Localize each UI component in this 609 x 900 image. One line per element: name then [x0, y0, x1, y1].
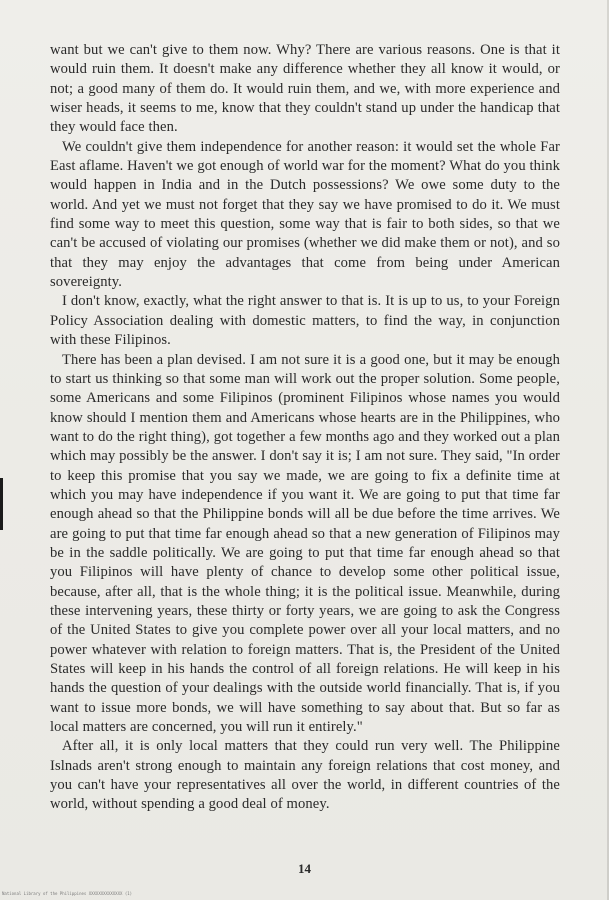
- paragraph-4: There has been a plan devised. I am not sure it is a good one, but it may be enough to start us thinking so that some man will work out the proper solution. Some people, some Americans and some Filipinos (prominent Filipinos whose names you would know should I mention them and Americans whose hearts are in the Philippines, who want to do the right thing), got together a few months ago and they worked out a plan which may possibly be the answer. I don't say it is; I am not sure. They said, "In order to keep this promise that you say we made, we are going to fix a definite time at which you may have independence if you want it. We are going to put that time far enough ahead so that the Philippine bonds will all be due before the time arrives. We are going to put that time far enough ahead so that a new generation of Filipinos may be in the saddle politically. We are going to put that time far enough ahead so that you Filipinos will have plenty of chance to develop some other political issue, because, after all, that is the whole thing; it is the political issue. Meanwhile, during these intervening years, these thirty or forty years, we are going to ask the Congress of the United States to give you complete power over all your local matters, and no power whatever with relation to foreign matters. That is, the President of the United States will keep in his hands the control of all foreign relations. He will keep in his hands the question of your dealings with the outside world financially. That is, if you want to issue more bonds, we will have something to say about that. But so far as local matters are concerned, you will run it entirely.": [50, 351, 560, 736]
- library-stamp: National Library of the Philippines XXXXXXXXXXXXXX (1): [2, 891, 133, 896]
- body-text: [50, 41, 560, 815]
- page-number: 14: [298, 861, 311, 876]
- paragraph-5: After all, it is only local matters that they could run very well. The Philippine Islnads aren't strong enough to maintain any foreign relations that cost money, and you can't have your representatives all over the world, in different countries of the world, without spending a good deal of money.: [50, 738, 560, 813]
- paragraph-2: We couldn't give them independence for another reason: it would set the whole Far East aflame. Haven't we got enough of world war for the moment? What do you think would happen in India and in the Dutch possessions? We owe some duty to the world. And yet we must not forget that they say we have promised to do it. We must find some way to meet this question, some way that is fair to both sides, so that we can't be accused of violating our promises (whether we did make them or not), and so that they may enjoy the advantages that come from being under American sovereignty.: [50, 138, 560, 291]
- paragraph-1: want but we can't give to them now. Why? There are various reasons. One is that it would ruin them. It doesn't make any difference whether they all know it would, or not; a good many of them do. It would ruin them, and we, with more experience and wiser heads, it seems to me, know that they couldn't stand up under the handicap that they would face then.: [50, 42, 560, 136]
- binding-edge-mark: [0, 478, 3, 530]
- paragraph-3: I don't know, exactly, what the right answer to that is. It is up to us, to your Foreign Policy Association dealing with domestic matters, to find the way, in conjunction with these Filipinos.: [50, 293, 560, 349]
